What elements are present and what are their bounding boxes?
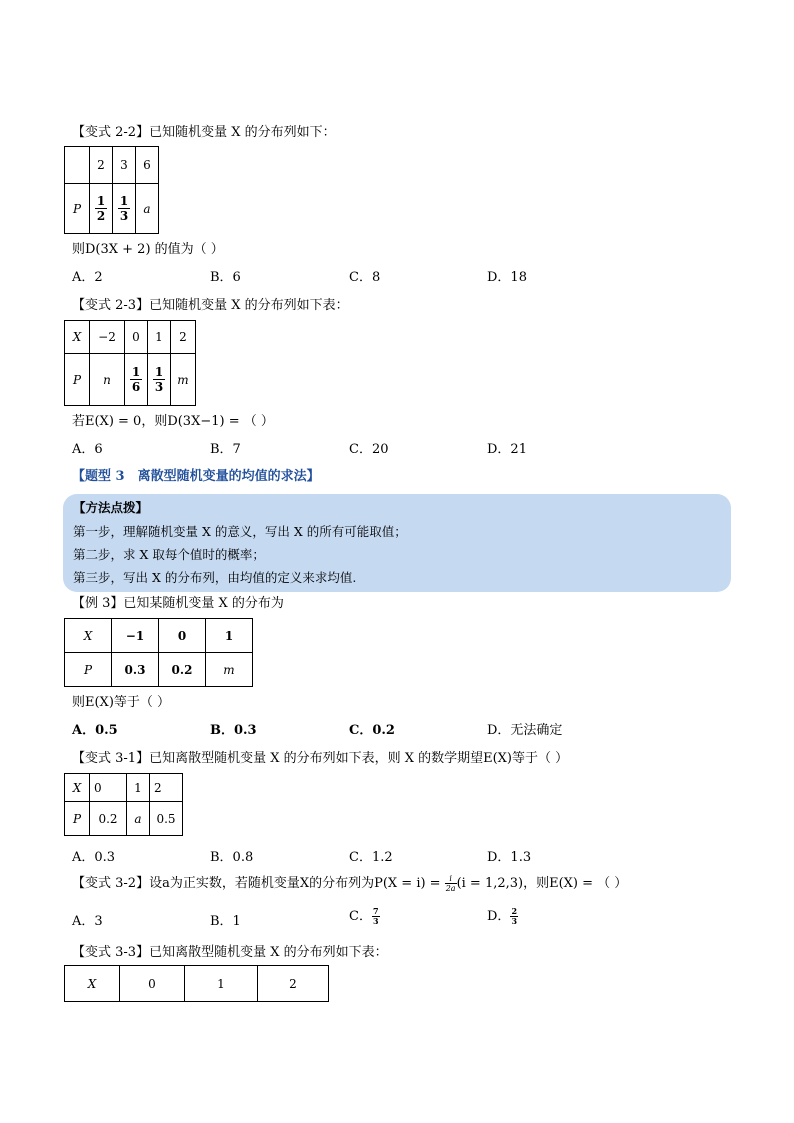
v22-frac-cell xyxy=(113,184,136,234)
v31-cell: 0.5 xyxy=(150,802,183,836)
v31-cell: P xyxy=(65,802,90,836)
v31-cell: X xyxy=(65,774,90,802)
v31-stem xyxy=(72,747,568,766)
fraction: $\frac{1}{3}$ xyxy=(119,194,129,223)
fraction: $\frac{2}{3}$ xyxy=(511,906,518,926)
v32-text-b: (i = 1,2,3)，则E(X) = （ ） xyxy=(456,876,628,891)
ex3-table xyxy=(64,618,253,687)
option-d: D． $\frac{2}{3}$ xyxy=(487,906,518,926)
option-b: B．1 xyxy=(210,914,241,929)
option-d: D．1.3 xyxy=(487,850,532,865)
option-d: D．无法确定 xyxy=(487,723,563,738)
option-b: B．0.8 xyxy=(210,850,254,865)
v23-text: 已知随机变量 X 的分布列如下表： xyxy=(149,298,349,313)
option-c: C．1.2 xyxy=(349,850,393,865)
v22-cell: 2 xyxy=(90,147,113,184)
ex3-cell: 0.2 xyxy=(159,653,206,687)
v22-frac-cell xyxy=(90,184,113,234)
v31-cell: 0 xyxy=(90,774,127,802)
v22-text: 已知随机变量 X 的分布列如下： xyxy=(149,125,336,140)
ex3-text: 已知某随机变量 X 的分布为 xyxy=(123,596,284,611)
v22-cell: P xyxy=(65,184,90,234)
v22-tag: 【变式 2-2】 xyxy=(72,125,150,140)
v23-table xyxy=(64,320,196,406)
fraction: $\frac{1}{3}$ xyxy=(154,365,164,394)
method-line: 第三步，写出 X 的分布列，由均值的定义来求均值. xyxy=(73,570,357,585)
v33-cell: X xyxy=(65,966,120,1002)
v33-text: 已知离散型随机变量 X 的分布列如下表： xyxy=(149,945,388,960)
v32-text-a: 设a为正实数，若随机变量X的分布列为P(X = i) = xyxy=(149,876,445,891)
v33-table xyxy=(64,965,329,1002)
method-title: 【方法点拨】 xyxy=(73,500,149,515)
option-a: A．6 xyxy=(72,442,103,457)
v22-cell: 3 xyxy=(113,147,136,184)
option-d: D．18 xyxy=(487,270,527,285)
option-d: D．21 xyxy=(487,442,527,457)
v23-frac-cell xyxy=(148,354,171,406)
option-c: C． $\frac{7}{3}$ xyxy=(349,906,379,926)
ex3-tag: 【例 3】 xyxy=(72,596,124,611)
ex3-cell: 0.3 xyxy=(112,653,159,687)
method-box xyxy=(63,494,731,592)
fraction: $\frac{1}{2}$ xyxy=(96,194,106,223)
v22-cell: a xyxy=(136,184,159,234)
method-line: 第二步，求 X 取每个值时的概率； xyxy=(73,547,265,562)
v22-cell xyxy=(65,147,90,184)
v32-stem xyxy=(72,872,627,893)
fraction: $\frac{i}{2a}$ xyxy=(445,874,456,893)
v23-cell: 2 xyxy=(171,321,196,354)
ex3-cell: 0 xyxy=(159,619,206,653)
v33-cell: 2 xyxy=(258,966,329,1002)
option-a: A．0.3 xyxy=(72,850,116,865)
v23-cell: n xyxy=(90,354,125,406)
v23-question: 若E(X) = 0，则D(3X−1) = （ ） xyxy=(72,414,274,429)
v23-cell: X xyxy=(65,321,90,354)
v22-question: 则D(3X + 2) 的值为（ ） xyxy=(72,242,224,257)
v31-text: 已知离散型随机变量 X 的分布列如下表，则 X 的数学期望E(X)等于（ ） xyxy=(149,751,569,766)
ex3-cell: m xyxy=(206,653,253,687)
ex3-cell: P xyxy=(65,653,112,687)
option-a: A．0.5 xyxy=(72,723,118,738)
fraction: $\frac{1}{6}$ xyxy=(131,365,141,394)
v31-tag: 【变式 3-1】 xyxy=(72,751,150,766)
ex3-cell: 1 xyxy=(206,619,253,653)
v33-cell: 1 xyxy=(185,966,258,1002)
v22-stem xyxy=(72,121,336,140)
option-a: A．2 xyxy=(72,270,103,285)
option-c: C．0.2 xyxy=(349,723,395,738)
v31-cell: a xyxy=(127,802,150,836)
ex3-question: 则E(X)等于（ ） xyxy=(72,695,171,710)
v23-cell: m xyxy=(171,354,196,406)
v22-cell: 6 xyxy=(136,147,159,184)
v31-table xyxy=(64,773,183,836)
ex3-cell: X xyxy=(65,619,112,653)
method-line: 第一步，理解随机变量 X 的意义，写出 X 的所有可能取值； xyxy=(73,524,407,539)
option-b: B．7 xyxy=(210,442,241,457)
option-c: C．20 xyxy=(349,442,389,457)
v23-frac-cell xyxy=(125,354,148,406)
option-c: C．8 xyxy=(349,270,381,285)
topic3-heading: 【题型 3 离散型随机变量的均值的求法】 xyxy=(72,469,320,484)
option-b: B．0.3 xyxy=(210,723,257,738)
v23-cell: 1 xyxy=(148,321,171,354)
v33-cell: 0 xyxy=(120,966,185,1002)
option-b: B．6 xyxy=(210,270,241,285)
v32-tag: 【变式 3-2】 xyxy=(72,876,150,891)
v33-stem xyxy=(72,941,388,960)
v23-stem xyxy=(72,294,349,313)
v22-table xyxy=(64,146,159,234)
v31-cell: 0.2 xyxy=(90,802,127,836)
v31-cell: 2 xyxy=(150,774,183,802)
option-a: A．3 xyxy=(72,914,103,929)
v23-cell: 0 xyxy=(125,321,148,354)
v33-tag: 【变式 3-3】 xyxy=(72,945,150,960)
v23-cell: −2 xyxy=(90,321,125,354)
v23-tag: 【变式 2-3】 xyxy=(72,298,150,313)
ex3-cell: −1 xyxy=(112,619,159,653)
ex3-stem xyxy=(72,592,284,611)
v31-cell: 1 xyxy=(127,774,150,802)
fraction: $\frac{7}{3}$ xyxy=(372,906,379,926)
v23-cell: P xyxy=(65,354,90,406)
